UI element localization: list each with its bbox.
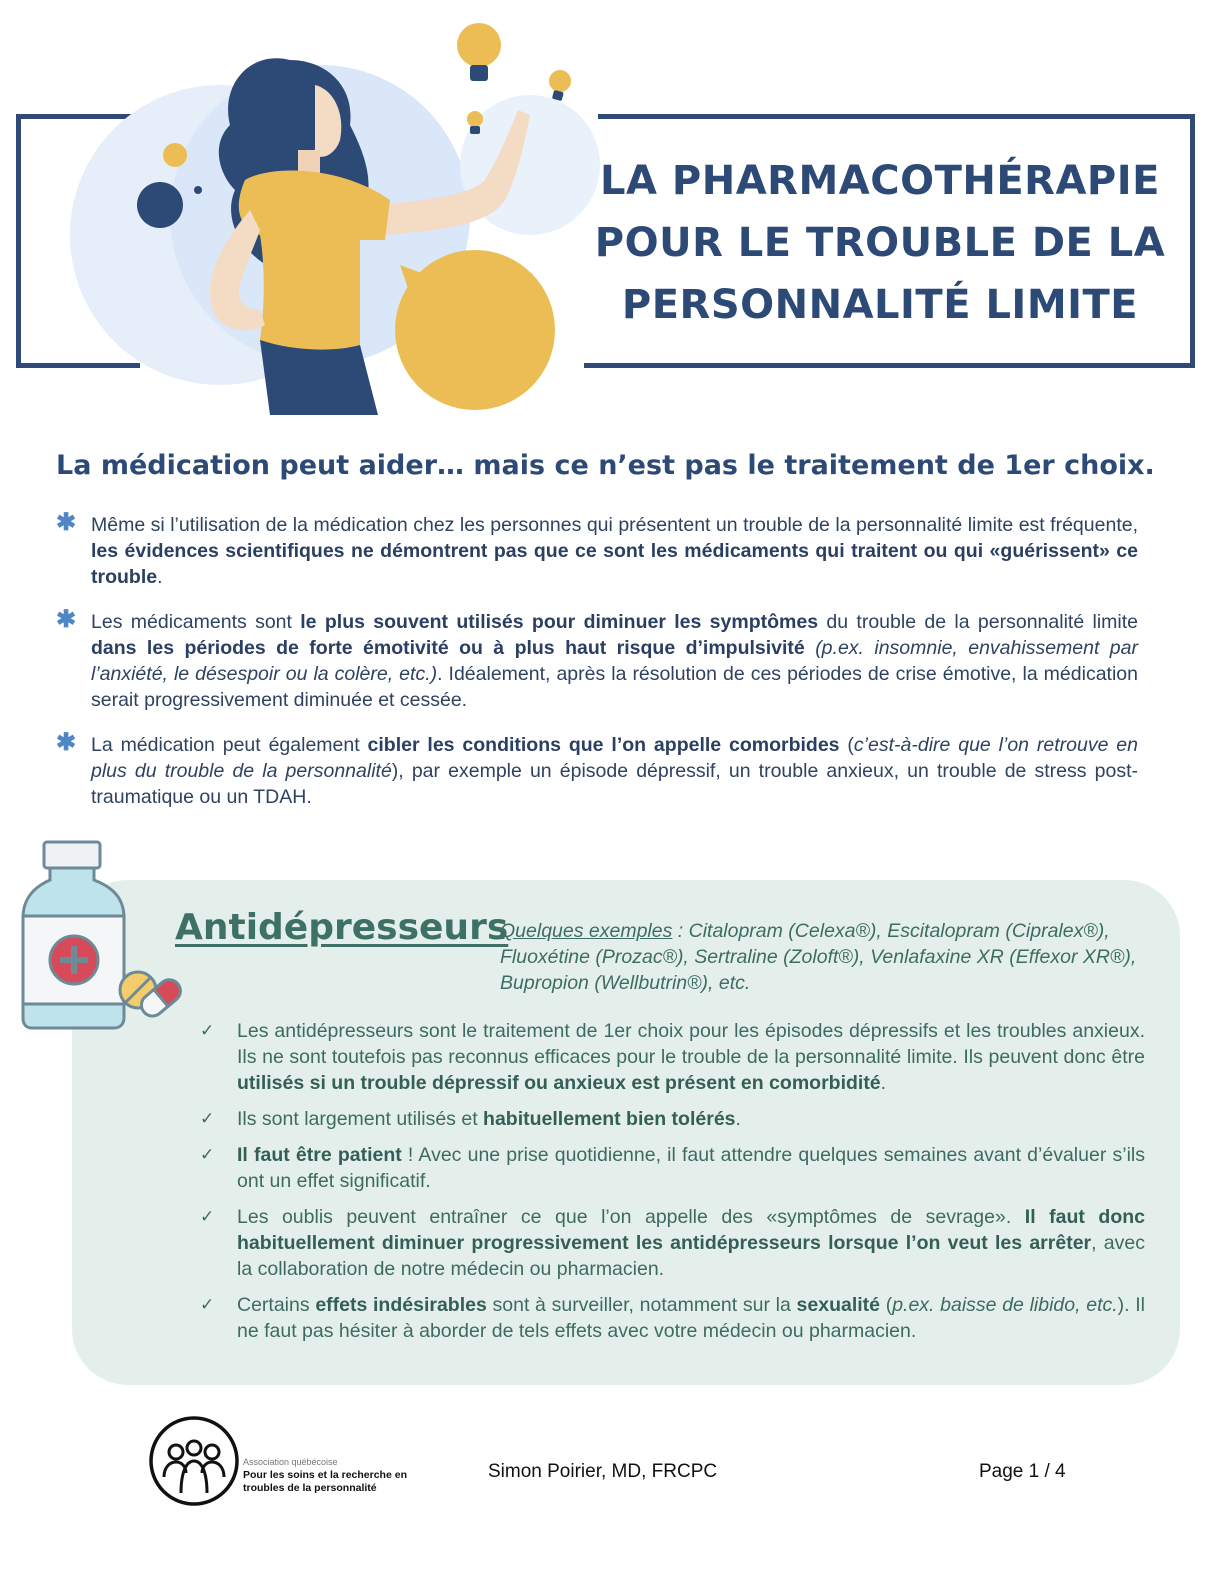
title-line-1: LA PHARMACOTHÉRAPIE: [600, 158, 1160, 204]
check-item-5: [200, 1292, 1145, 1344]
bullet-text: Même si l’utilisation de la médication chez les personnes qui présentent un trouble de la personnalité limite est fréquente,: [91, 514, 1138, 536]
bullet-emphasis: le plus souvent utilisés pour diminuer les symptômes: [300, 611, 819, 633]
check-icon: ✓: [200, 1295, 215, 1314]
lightbulb-large-base: [470, 65, 488, 81]
bullet-text: [805, 637, 815, 659]
pants: [260, 340, 378, 415]
bullet-text: .: [157, 566, 163, 588]
lightbulb-small-base: [470, 126, 480, 134]
lightbulb-large: [457, 23, 501, 67]
medicine-bottle-icon: [20, 838, 190, 1033]
title-line-2: POUR LE TROUBLE DE LA: [594, 220, 1166, 266]
bullet-text: Les médicaments sont: [91, 611, 301, 633]
intro-bullet-2: [56, 606, 1138, 713]
check-emphasis: Il faut être patient: [237, 1144, 402, 1166]
check-text: ). Il ne faut pas hésiter à aborder de tels effets avec votre médecin ou pharmacien.: [237, 1294, 1146, 1342]
check-text: .: [735, 1108, 741, 1130]
asterisk-icon: ✱: [56, 729, 77, 756]
check-item-3: [200, 1142, 1145, 1194]
bullet-text: (: [839, 734, 854, 756]
antidepressants-title: Antidépresseurs: [175, 907, 509, 948]
antidepressants-check-list: [200, 1018, 1145, 1354]
logo-line-1: Pour les soins et la recherche en: [243, 1469, 407, 1481]
check-text: Ils sont largement utilisés et: [237, 1108, 484, 1130]
check-emphasis: utilisés si un trouble dépressif ou anxieux est présent en comorbidité: [237, 1072, 881, 1094]
page-title: [590, 150, 1170, 336]
yellow-dot: [163, 143, 187, 167]
lightbulb-small: [467, 111, 483, 127]
navy-dot-large: [137, 182, 183, 228]
check-text: .: [880, 1072, 887, 1094]
logo-line-2: troubles de la personnalité: [243, 1482, 377, 1494]
navy-dot-small: [194, 186, 202, 194]
examples-label: Quelques exemples: [500, 920, 673, 942]
examples-text: : Citalopram (Celexa®), Escitalopram (Cipralex®), Fluoxétine (Prozac®), Sertraline (Zoloft®), Venlafaxine XR (Effexor XR®), Bupropion (Wellbutrin®), etc.: [500, 920, 1137, 994]
check-icon: ✓: [200, 1145, 215, 1164]
check-text: sont à surveiller, notamment sur la: [486, 1294, 797, 1316]
check-emphasis: habituellement bien tolérés: [483, 1108, 736, 1130]
title-line-3: PERSONNALITÉ LIMITE: [621, 282, 1139, 328]
intro-bullet-list: [56, 509, 1138, 829]
check-italic: p.ex. baisse de libido, etc.: [892, 1294, 1118, 1316]
check-emphasis: Il faut donc habituellement diminuer progressivement les antidépresseurs lorsque l’on veut les arrêter: [237, 1206, 1145, 1254]
lightbulb-medium: [549, 70, 571, 92]
check-text: Les oublis peuvent entraîner ce que l’on appelle des «symptômes de sevrage».: [237, 1206, 1025, 1228]
check-item-4: [200, 1204, 1145, 1282]
asterisk-icon: ✱: [56, 509, 77, 536]
check-text: ! Avec une prise quotidienne, il faut attendre quelques semaines avant d’évaluer s’ils ont un effet significatif.: [237, 1144, 1145, 1192]
logo-small-text: Association québécoise: [243, 1457, 338, 1467]
bottle-cap: [44, 842, 100, 868]
check-icon: ✓: [200, 1021, 215, 1040]
check-emphasis: sexualité: [796, 1294, 880, 1316]
woman-with-lightbulbs-illustration: [60, 15, 620, 415]
asterisk-icon: ✱: [56, 606, 77, 633]
bullet-text: La médication peut également: [91, 734, 368, 756]
bullet-italic: c’est-à-dire que l’on retrouve en plus du trouble de la personnalité: [91, 734, 1138, 782]
check-emphasis: effets indésirables: [315, 1294, 487, 1316]
section-subtitle: La médication peut aider… mais ce n’est pas le traitement de 1er choix.: [56, 450, 1155, 481]
check-item-2: [200, 1106, 1145, 1132]
intro-bullet-3: [56, 729, 1138, 810]
check-icon: ✓: [200, 1109, 215, 1128]
check-icon: ✓: [200, 1207, 215, 1226]
antidepressants-examples: [500, 918, 1140, 996]
check-text: (: [880, 1294, 893, 1316]
page-number: Page 1 / 4: [979, 1461, 1066, 1482]
plus-horizontal: [60, 957, 88, 963]
bullet-text: du trouble de la personnalité limite: [818, 611, 1138, 633]
bullet-italic: (p.ex. insomnie, envahissement par l’anxiété, le désespoir ou la colère, etc.): [91, 637, 1138, 685]
association-logo-text: [243, 1456, 407, 1495]
header-frame-left: [16, 114, 21, 368]
bullet-text: . Idéalement, après la résolution de ces périodes de crise émotive, la médication serait progressivement diminuée et cessée.: [91, 663, 1138, 711]
header-frame-bottom-right: [584, 363, 1195, 368]
check-text: , avec la collaboration de notre médecin ou pharmacien.: [237, 1232, 1145, 1280]
header-frame-right: [1190, 114, 1195, 368]
association-logo-icon: [148, 1415, 240, 1507]
header-frame-top-right: [598, 114, 1195, 119]
bullet-emphasis: les évidences scientifiques ne démontrent pas que ce sont les médicaments qui traitent ou qui «guérissent» ce trouble: [91, 540, 1138, 588]
footer-author: Simon Poirier, MD, FRCPC: [488, 1461, 718, 1482]
bullet-emphasis: dans les périodes de forte émotivité ou à plus haut risque d’impulsivité: [91, 637, 805, 659]
intro-bullet-1: [56, 509, 1138, 590]
bullet-text: ), par exemple un épisode dépressif, un trouble anxieux, un trouble de stress post-traumatique ou un TDAH.: [91, 760, 1138, 808]
bullet-emphasis: cibler les conditions que l’on appelle comorbides: [367, 734, 840, 756]
check-item-1: [200, 1018, 1145, 1096]
check-text: Les antidépresseurs sont le traitement de 1er choix pour les épisodes dépressifs et les troubles anxieux. Ils ne sont toutefois pas reconnus efficaces pour le trouble de la personnalité limite. Ils peuvent donc être: [237, 1020, 1145, 1068]
check-text: Certains: [237, 1294, 316, 1316]
